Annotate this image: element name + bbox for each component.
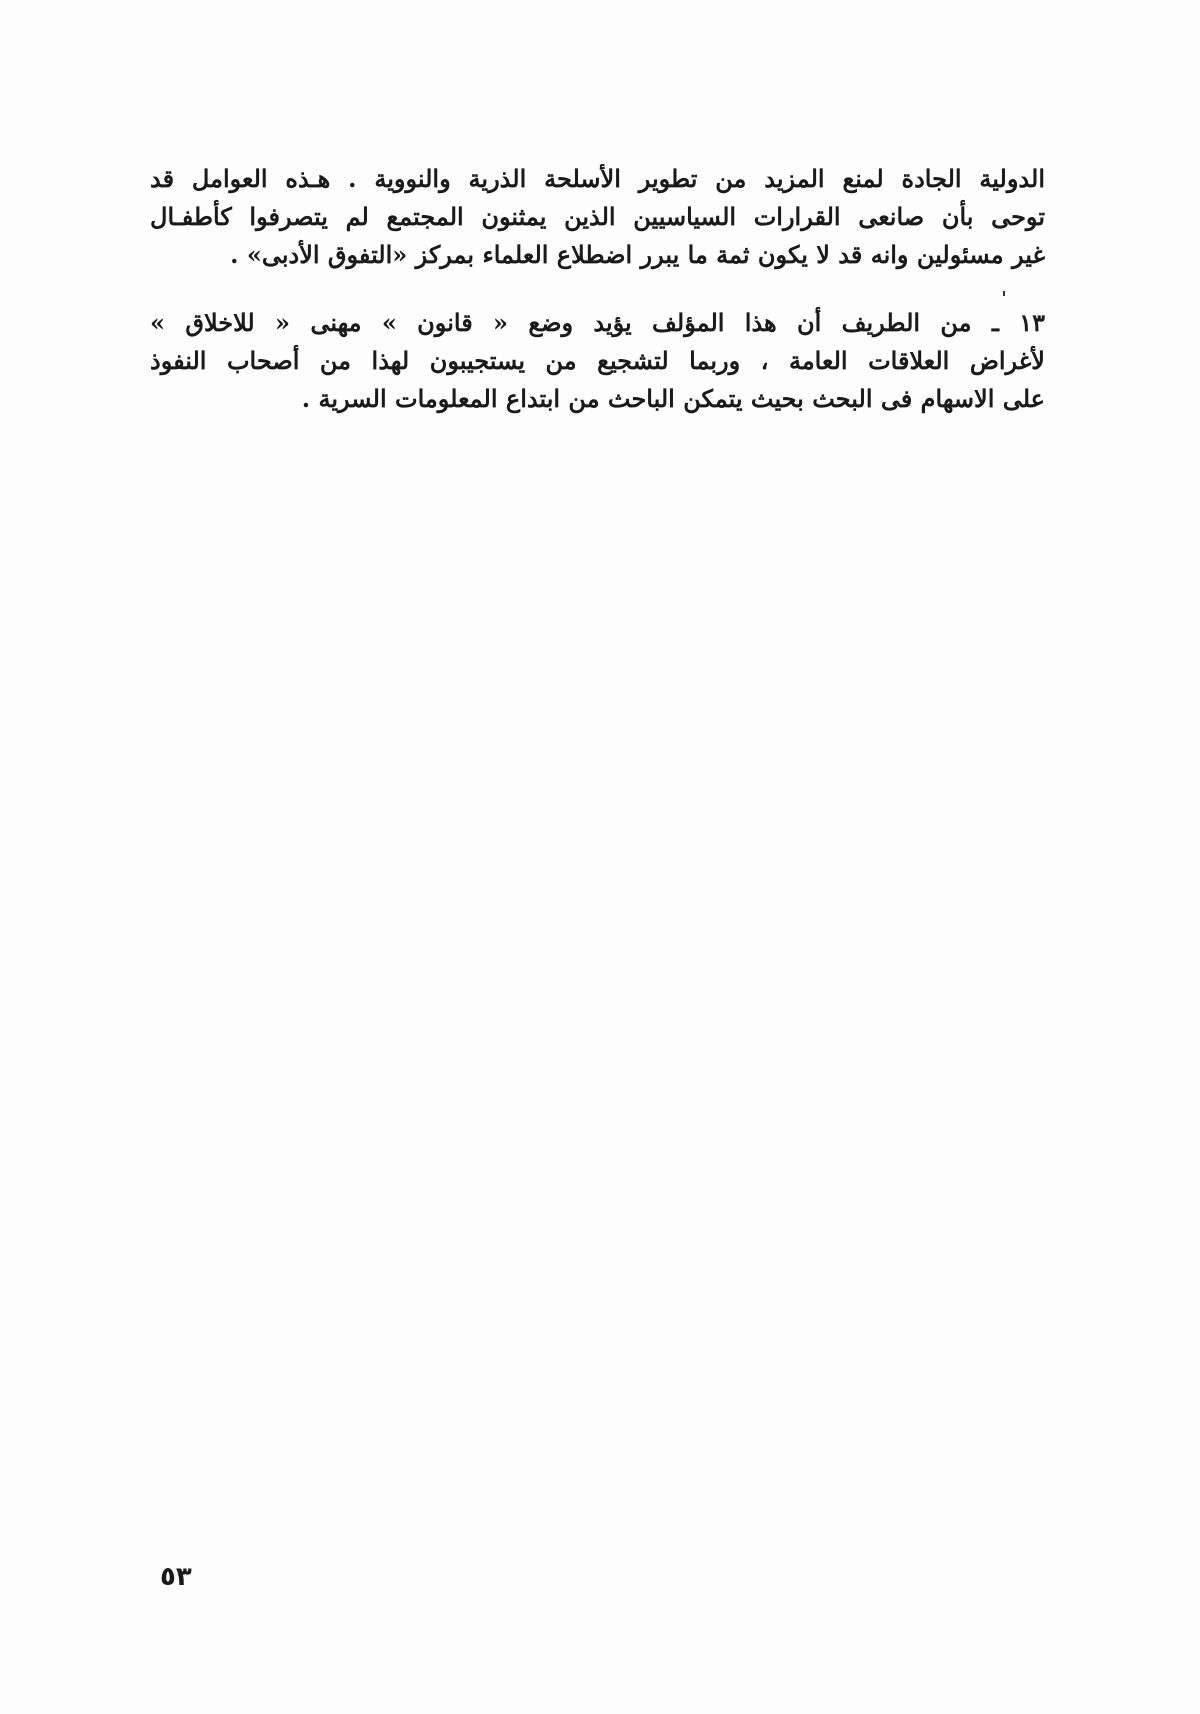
scan-speck xyxy=(1003,291,1005,296)
footnote-13 xyxy=(150,304,1045,418)
text-line: على الاسهام فى البحث بحيث يتمكن الباحث من ابتداع المعلومات السرية . xyxy=(301,384,1045,413)
body-text xyxy=(150,160,1045,418)
text-line: لأغراض العلاقات العامة ، وربما لتشجيع من يستجيبون لهذا من أصحاب النفوذ xyxy=(150,346,1045,375)
text-line: توحى بأن صانعى القرارات السياسيين الذين يمثنون المجتمع لم يتصرفوا كأطفـال xyxy=(150,202,1045,231)
text-line: ١٣ ـ من الطريف أن هذا المؤلف يؤيد وضع « قانون » مهنى « للاخلاق » xyxy=(150,308,1045,337)
text-line: غير مسئولين وانه قد لا يكون ثمة ما يبرر اضطلاع العلماء بمركز «التفوق الأدبى» . xyxy=(230,240,1045,269)
page-number: ٥٣ xyxy=(160,1562,192,1592)
paragraph-continuation xyxy=(150,160,1045,274)
text-line: الدولية الجادة لمنع المزيد من تطوير الأسلحة الذرية والنووية . هـذه العوامل قد xyxy=(150,164,1045,193)
